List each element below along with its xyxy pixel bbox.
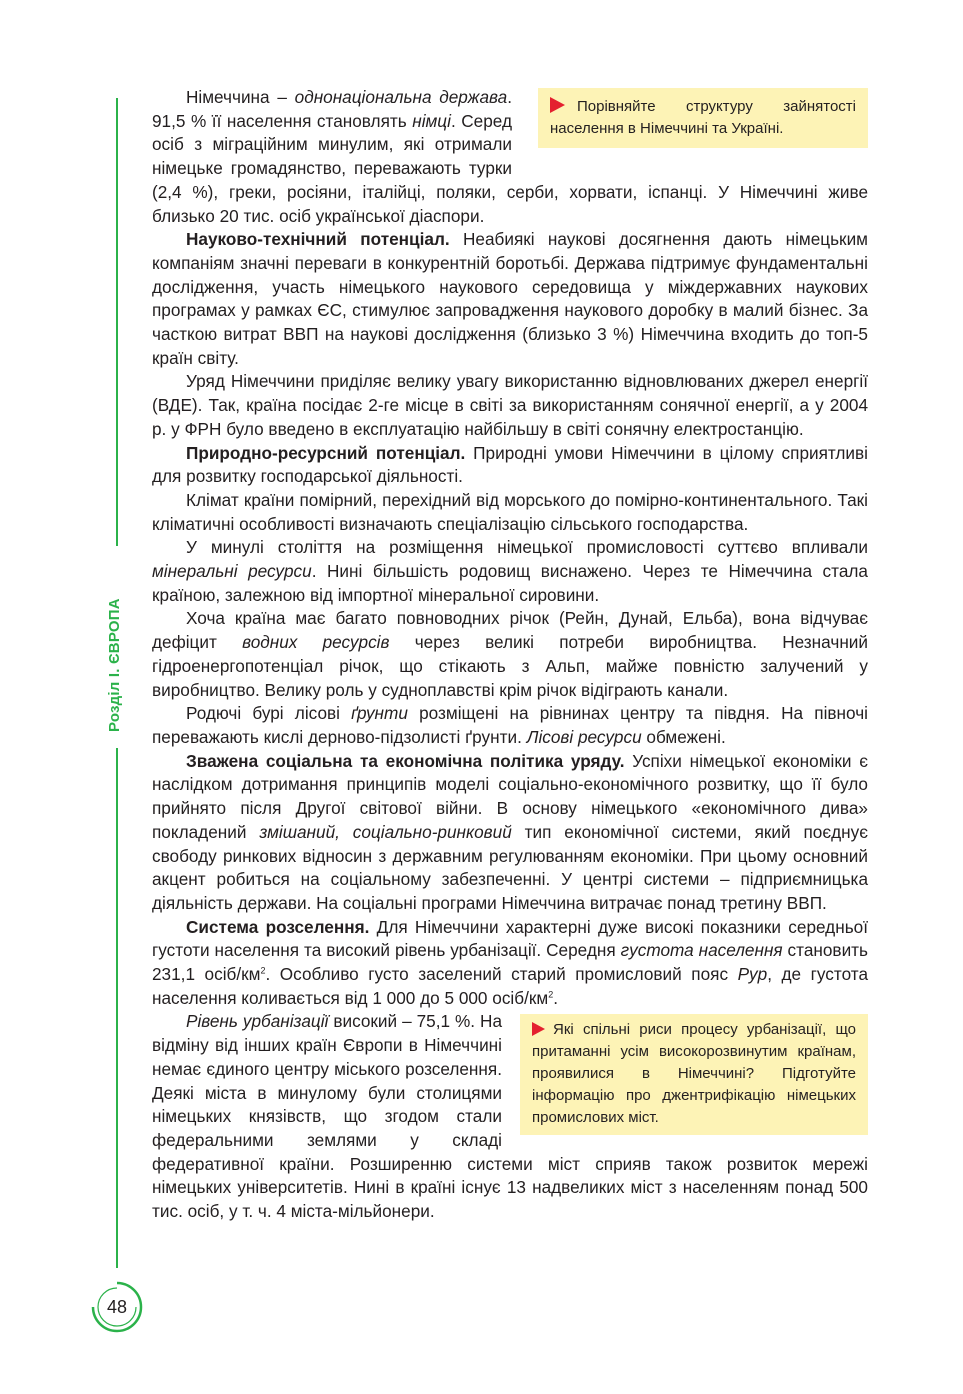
section-label: Розділ І. ЄВРОПА [106,598,123,732]
margin-line-upper [116,98,118,546]
paragraph-energy: Уряд Німеччини приділяє велику увагу використанню відновлюваних джерел енергії (ВДЕ). Так, країна посідає 2-ге місце в світі за використанням сонячної енергії, а у 2004 р. у ФРН було введено в експлуатацію найбільшу в світі сонячну електростанцію. [152,371,868,439]
paragraph-resources: Природно-ресурсний потенціал. Природні умови Німеччини в цілому сприятливі для розвитку господарської діяльності. [152,442,868,487]
paragraph-policy: Зважена соціальна та економічна політика уряду. Успіхи німецької економіки є наслідком дотримання принципів моделі соціально-економічного розвитку, що її було прийнято після Другої світової війни. В основу німецького «економічного дива» покладений змішаний, соціально-ринковий тип економічної системи, який поєднує свободу ринкових відносин з державним регулюванням економіки. При цьому основний акцент робиться на соціальному забезпеченні. У центрі системи – підприємницька діяльність держави. На соціальні програми Німеччина витрачає понад третину ВВП. [152,750,868,913]
task-box-2: Які спільні риси процесу урбанізації, що притаманні усім високорозвинутим країнам, проявилися в Німеччині? Підготуйте інформацію про джентрифікацію німецьких промислових міст. [520,1014,868,1135]
main-text [152,86,868,1224]
paragraph-soils: Родючі бурі лісові ґрунти розміщені на рівнинах центру та півдня. На півночі переважають кислі дерново-підзолисті ґрунти. Лісові ресурси обмежені. [152,703,868,747]
task-marker-icon [532,1022,545,1036]
paragraph-population: Німеччина – однонаціональна держава. 91,5 % її населення становлять німці. Серед осіб з міграційним минулим, які отримали німецьке громадянство, переважають турки (2,4 %), греки, росіяни, італійці, поляки, серби, хорвати, іспанці. У Німеччині живе близько 20 тис. осіб української діаспори. [152,87,868,226]
paragraph-settlement: Система розселення. Для Німеччини характерні дуже високі показники середньої густоти населення та високий рівень урбанізації. Середня густота населення становить 231,1 осіб/$км^2$. Особливо густо заселений старий промисловий пояс Рур, де густота населення коливається від 1 000 до 5 000 осіб/$км^2$. [152,916,868,1008]
paragraph-science: Науково-технічний потенціал. Неабиякі наукові досягнення дають німецьким компаніям значні переваги в конкурентній боротьбі. Держава підтримує фундаментальні дослідження, участь німецького наукового середовища у міждержавних наукових програмах у рамках ЄС, стимулює запровадження наукового доробку в малий бізнес. За часткою витрат ВВП на наукові дослідження (близько 3 %) Німеччина входить до топ-5 країн світу. [152,229,868,368]
paragraph-water: Хоча країна має багато повноводних річок (Рейн, Дунай, Ельба), вона відчуває дефіцит водних ресурсів через великі потреби виробництва. Незначний гідроенергопотенціал річок, що стікають з Альп, майже повністю залучений у виробництво. Велику роль у судноплавстві крім річок відіграють канали. [152,608,869,700]
page-number: 48 [106,1297,128,1317]
task-marker-icon [550,97,565,113]
margin-line-lower [116,748,118,1268]
task-box-1: Порівняйте структуру зайнятості населення в Німеччині та Україні. [538,88,868,148]
paragraph-minerals: У минулі століття на розміщення німецької промисловості суттєво впливали мінеральні ресурси. Нині більшість родовищ виснажено. Через те Німеччина стала країною, залежною від імпортної мінеральної сировини. [152,537,868,605]
paragraph-climate: Клімат країни помірний, перехідний від морського до помірно-континентального. Такі кліматичні особливості визначають спеціалізацію сільського господарства. [152,489,868,534]
paragraph-urbanization: Рівень урбанізації високий – 75,1 %. На відміну від інших країн Європи в Німеччині немає єдиного центру міського розселення. Деякі міста в минулому були столицями німецьких князівств, що згодом стали федеральними землями у складі федеративної країни. Розширенню системи міст сприяв також розвиток мережі німецьких університетів. Нині в країні існує 13 надвеликих міст з населенням понад 500 тис. осіб, у т. ч. 4 міста-мільйонери. [152,1011,868,1222]
